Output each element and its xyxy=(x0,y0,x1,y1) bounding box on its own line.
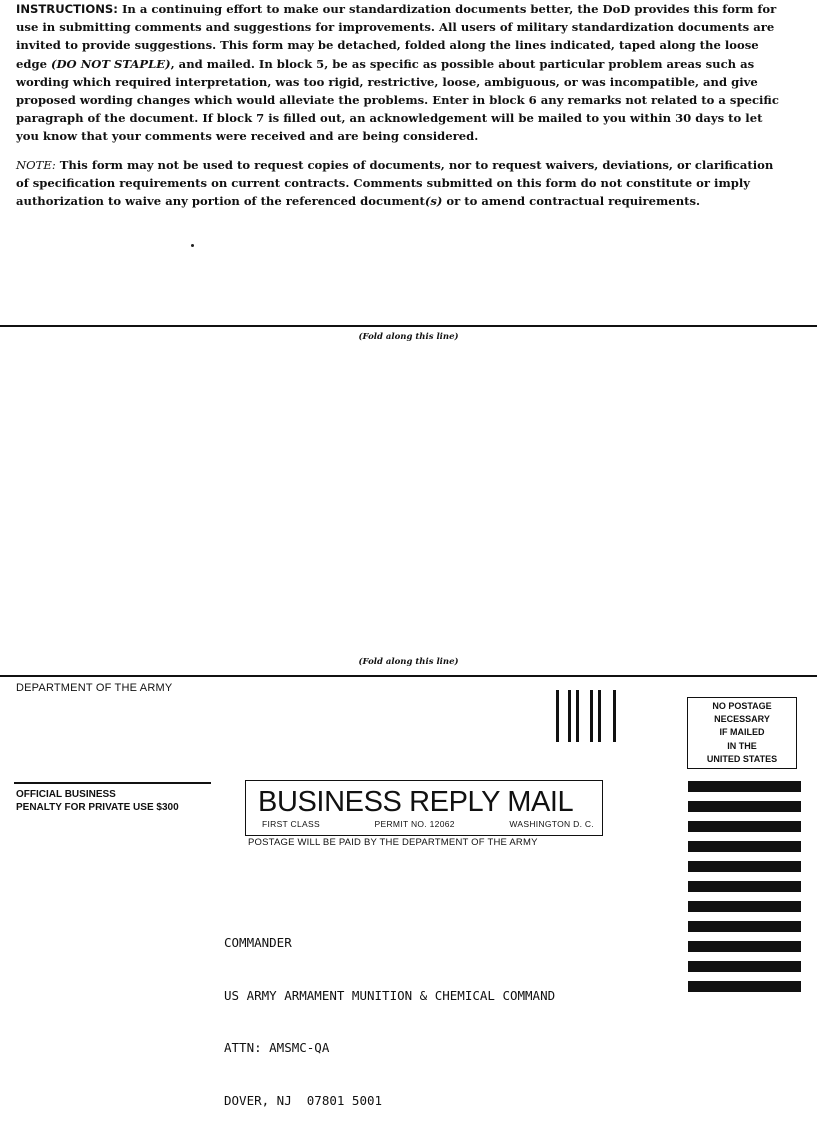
note-lead: NOTE: xyxy=(16,158,56,172)
official-business: OFFICIAL BUSINESS xyxy=(16,789,116,800)
note-text-2: or to amend contractual requirements. xyxy=(442,194,701,209)
address-line: ATTN: AMSMC-QA xyxy=(224,1040,330,1055)
no-postage-line: NECESSARY xyxy=(714,714,770,725)
no-postage-box xyxy=(687,697,797,769)
fold-label-bottom: (Fold along this line) xyxy=(358,657,459,667)
brm-class: FIRST CLASS xyxy=(262,819,320,829)
department-name: DEPARTMENT OF THE ARMY xyxy=(16,682,173,694)
fold-line-bottom xyxy=(0,675,817,677)
instructions-do-not-staple: (DO NOT STAPLE) xyxy=(51,56,171,71)
instructions-lead: INSTRUCTIONS: xyxy=(16,2,118,16)
mailing-address xyxy=(224,899,555,1127)
brm-permit: PERMIT NO. 12062 xyxy=(374,819,455,829)
business-reply-mail-details xyxy=(262,819,594,829)
note-s: (s) xyxy=(424,194,443,209)
fold-label-top: (Fold along this line) xyxy=(358,332,459,342)
official-business-rule xyxy=(14,782,211,784)
instructions-text-2: , and mailed. In block 5, be as specific as possible about particular problem areas such as wording which required interpretation, was too rigid, restrictive, loose, ambiguous, or was incompatible, and give proposed wording changes which would alleviate the problems. Enter in block 6 any remarks not related to a specific paragraph of the document. If block 7 is filled out, an acknowledgement will be mailed to you within 30 days to let you know that your comments were received and are being considered. xyxy=(16,56,779,144)
instructions-text-1: In a continuing effort to make our standardization documents better, the DoD provides this form for use in submitting comments and suggestions for improvements. All users of military standardization documents are invited to provide suggestions. This form may be detached, folded along the lines indicated, taped along the loose edge xyxy=(16,2,777,71)
no-postage-line: NO POSTAGE xyxy=(712,700,772,711)
address-line: US ARMY ARMAMENT MUNITION & CHEMICAL COMMAND xyxy=(224,987,556,1003)
fold-line-top xyxy=(0,325,817,327)
business-reply-mail-box xyxy=(245,780,603,836)
note-text-1: This form may not be used to request copies of documents, nor to request waivers, deviations, or clarification of specification requirements on current contracts. Comments submitted on this form do not constitute or imply authorization to waive any portion of the referenced document xyxy=(16,158,774,209)
official-business-block xyxy=(16,789,179,814)
penalty-text: PENALTY FOR PRIVATE USE $300 xyxy=(16,801,179,813)
facing-identification-marks xyxy=(556,690,616,742)
address-line: COMMANDER xyxy=(224,935,292,950)
no-postage-line: UNITED STATES xyxy=(706,753,778,764)
brm-city: WASHINGTON D. C. xyxy=(509,819,594,829)
instructions-paragraph xyxy=(16,0,786,146)
business-reply-mail-title: BUSINESS REPLY MAIL xyxy=(258,786,574,818)
stray-dot xyxy=(191,244,194,247)
note-paragraph xyxy=(16,156,786,211)
postage-paid-statement: POSTAGE WILL BE PAID BY THE DEPARTMENT OF THE ARMY xyxy=(248,837,538,848)
no-postage-line: IF MAILED xyxy=(719,727,765,738)
address-line: DOVER, NJ 07801 5001 xyxy=(224,1092,383,1108)
no-postage-line: IN THE xyxy=(727,740,757,751)
